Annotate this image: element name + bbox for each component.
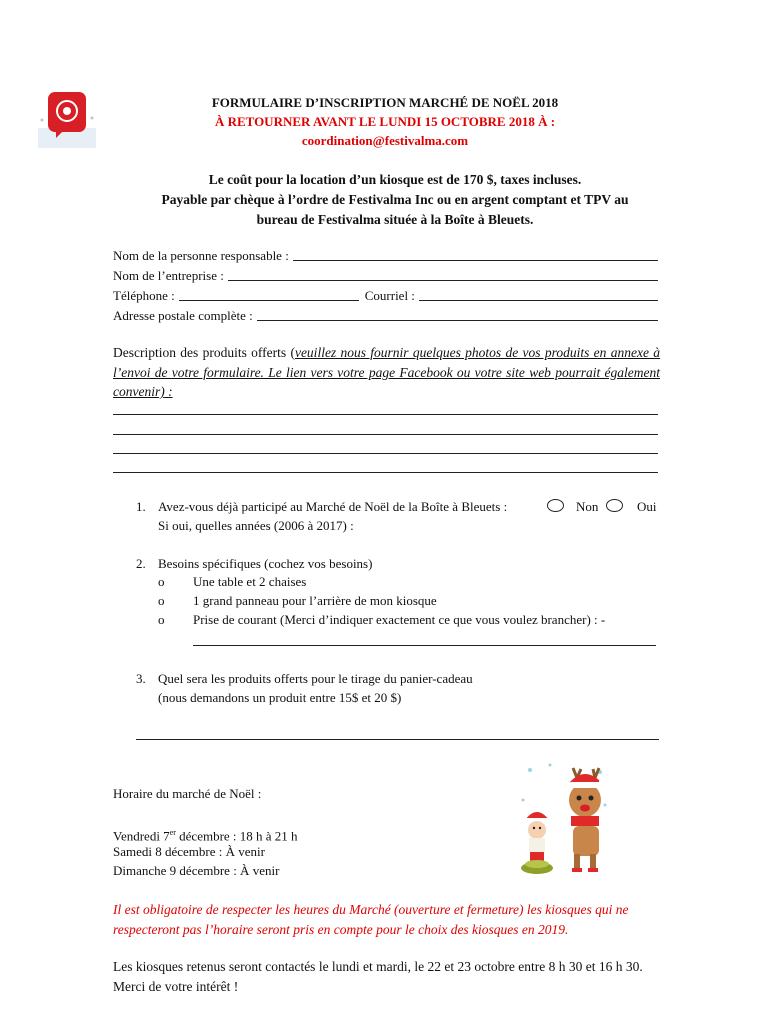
q1-number: 1.	[136, 499, 146, 514]
address-label: Adresse postale complète :	[113, 308, 253, 323]
responsible-field[interactable]	[113, 246, 658, 266]
q1-text: Avez-vous déjà participé au Marché de Noël de la Boîte à Bleuets :	[158, 499, 508, 514]
contact-email[interactable]: coordination@festivalma.com	[301, 133, 469, 148]
schedule-warning: Il est obligatoire de respecter les heures du Marché (ouverture et fermeture) les kiosques qui ne respecteront pas l’horaire seront pris en compte pour le choix des kiosques en 2019.	[113, 902, 629, 937]
friday-time: décembre : 18 h à 21 h	[175, 828, 298, 844]
cost-line-2: Payable par chèque à l’ordre de Festivalma Inc ou en argent comptant et TPV au	[161, 192, 629, 207]
festivalma-logo	[36, 88, 98, 150]
q2-item-table: Une table et 2 chaises	[193, 574, 307, 589]
description-paragraph	[113, 343, 660, 402]
phone-label: Téléphone :	[113, 288, 175, 303]
description-line-2[interactable]	[113, 434, 658, 435]
responsible-label: Nom de la personne responsable :	[113, 248, 289, 263]
friday-text: Vendredi 7	[113, 828, 170, 844]
company-field[interactable]	[113, 266, 658, 286]
schedule-sunday: Dimanche 9 décembre : À venir	[113, 863, 280, 878]
cost-line-1: Le coût pour la location d’un kiosque est de 170 $, taxes incluses.	[208, 172, 582, 187]
friday-sup: er	[169, 828, 176, 837]
q3-line-1: Quel sera les produits offerts pour le tirage du panier-cadeau	[158, 671, 473, 686]
q1-yes-radio[interactable]	[606, 499, 623, 512]
email-input-line[interactable]	[419, 286, 658, 301]
cost-line-3: bureau de Festivalma située à la Boîte à Bleuets.	[256, 212, 534, 227]
q3-answer-line[interactable]	[136, 739, 659, 740]
q2-item-panel: 1 grand panneau pour l’arrière de mon kiosque	[193, 593, 437, 608]
q1-yes-label: Oui	[637, 499, 657, 514]
form-title: FORMULAIRE D’INSCRIPTION MARCHÉ DE NOËL 2018	[211, 95, 559, 110]
phone-email-row	[113, 286, 658, 306]
q1-followup: Si oui, quelles années (2006 à 2017) :	[158, 518, 354, 533]
schedule-saturday: Samedi 8 décembre : À venir	[113, 844, 265, 859]
q2-item-power: Prise de courant (Merci d’indiquer exactement ce que vous voulez brancher) : -	[193, 612, 606, 627]
deadline-text: À RETOURNER AVANT LE LUNDI 15 OCTOBRE 2018 À :	[214, 114, 556, 129]
description-line-3[interactable]	[113, 453, 658, 454]
description-line-1[interactable]	[113, 414, 658, 415]
cost-paragraph	[110, 170, 680, 230]
address-field[interactable]	[113, 306, 658, 326]
q3-number: 3.	[136, 671, 146, 686]
description-line-4[interactable]	[113, 472, 658, 473]
description-colon: :	[164, 384, 173, 399]
q2-bullet-1[interactable]: o	[158, 574, 165, 589]
q1-question	[158, 497, 507, 516]
company-label: Nom de l’entreprise :	[113, 268, 224, 283]
schedule-title: Horaire du marché de Noël :	[113, 786, 262, 801]
christmas-deer-illustration	[515, 760, 610, 878]
footer-note: Les kiosques retenus seront contactés le lundi et mardi, le 22 et 23 octobre entre 8 h 30 et 16 h 30. Merci de votre intérêt !	[113, 959, 643, 994]
q2-power-line[interactable]	[193, 645, 656, 646]
q1-no-label: Non	[576, 499, 599, 514]
company-input-line[interactable]	[228, 266, 658, 281]
description-note: veuillez nous fournir quelques photos de vos produits en annexe à l’envoi de votre formulaire. Le lien vers votre page Facebook ou votre site web pourrait également convenir)	[113, 345, 660, 399]
address-input-line[interactable]	[257, 306, 658, 321]
phone-input-line[interactable]	[179, 286, 359, 301]
responsible-input-line[interactable]	[293, 246, 658, 261]
description-label: Description des produits offerts (	[113, 345, 295, 360]
q2-number: 2.	[136, 556, 146, 571]
q2-question: Besoins spécifiques (cochez vos besoins)	[158, 556, 373, 571]
q2-bullet-3[interactable]: o	[158, 612, 165, 627]
q3-line-2: (nous demandons un produit entre 15$ et 20 $)	[158, 690, 402, 705]
q2-bullet-2[interactable]: o	[158, 593, 165, 608]
email-label: Courriel :	[364, 288, 415, 303]
q1-no-radio[interactable]	[547, 499, 564, 512]
